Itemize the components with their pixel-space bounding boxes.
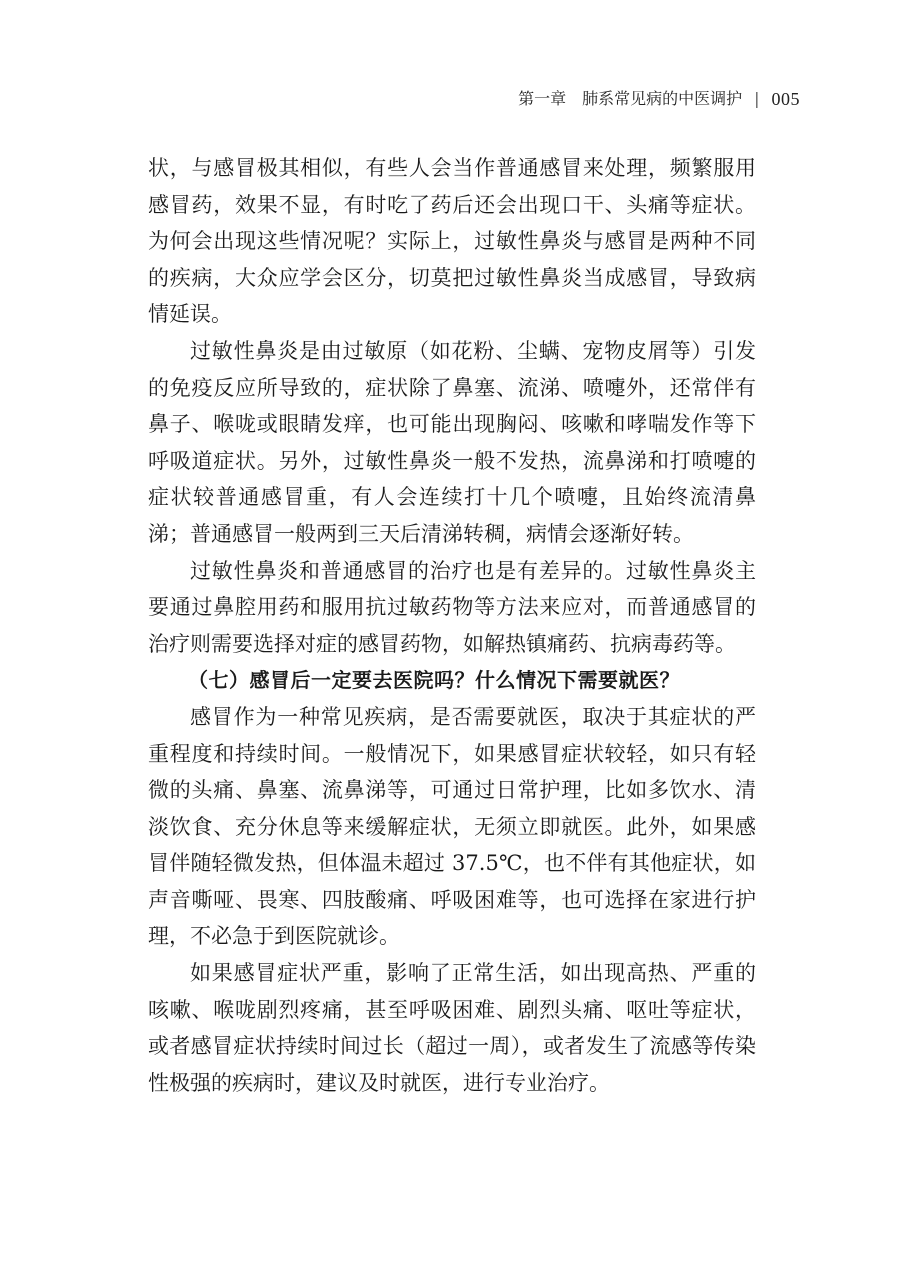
chapter-title: 第一章 肺系常见病的中医调护	[518, 89, 743, 108]
running-header	[518, 88, 800, 110]
body-paragraph: 过敏性鼻炎和普通感冒的治疗也是有差异的。过敏性鼻炎主要通过鼻腔用药和服用抗过敏药物等方法来应对，而普通感冒的治疗则需要选择对症的感冒药物，如解热镇痛药、抗病毒药等。	[148, 558, 756, 656]
page-number: 005	[771, 89, 800, 109]
header-separator: |	[754, 89, 760, 108]
body-paragraph: 过敏性鼻炎是由过敏原（如花粉、尘螨、宠物皮屑等）引发的免疫反应所导致的，症状除了鼻塞、流涕、喷嚏外，还常伴有鼻子、喉咙或眼睛发痒，也可能出现胸闷、咳嗽和哮喘发作等下呼吸道症状。另外，过敏性鼻炎一般不发热，流鼻涕和打喷嚏的症状较普通感冒重，有人会连续打十几个喷嚏，且始终流清鼻涕；普通感冒一般两到三天后清涕转稠，病情会逐渐好转。	[148, 338, 756, 546]
body-paragraph: 状，与感冒极其相似，有些人会当作普通感冒来处理，频繁服用感冒药，效果不显，有时吃了药后还会出现口干、头痛等症状。为何会出现这些情况呢？实际上，过敏性鼻炎与感冒是两种不同的疾病，大众应学会区分，切莫把过敏性鼻炎当成感冒，导致病情延误。	[148, 156, 756, 327]
body-paragraph: 感冒作为一种常见疾病，是否需要就医，取决于其症状的严重程度和持续时间。一般情况下，如果感冒症状较轻，如只有轻微的头痛、鼻塞、流鼻涕等，可通过日常护理，比如多饮水、清淡饮食、充分休息等来缓解症状，无须立即就医。此外，如果感冒伴随轻微发热，但体温未超过 37.5℃，也不伴有其他症状，如声音嘶哑、畏寒、四肢酸痛、呼吸困难等，也可选择在家进行护理，不必急于到医院就诊。	[148, 704, 756, 949]
page-body	[148, 150, 756, 1101]
body-paragraph: 如果感冒症状严重，影响了正常生活，如出现高热、严重的咳嗽、喉咙剧烈疼痛，甚至呼吸困难、剧烈头痛、呕吐等症状，或者感冒症状持续时间过长（超过一周），或者发生了流感等传染性极强的疾病时，建议及时就医，进行专业治疗。	[148, 961, 756, 1095]
section-heading: （七）感冒后一定要去医院吗？什么情况下需要就医？	[188, 668, 680, 693]
